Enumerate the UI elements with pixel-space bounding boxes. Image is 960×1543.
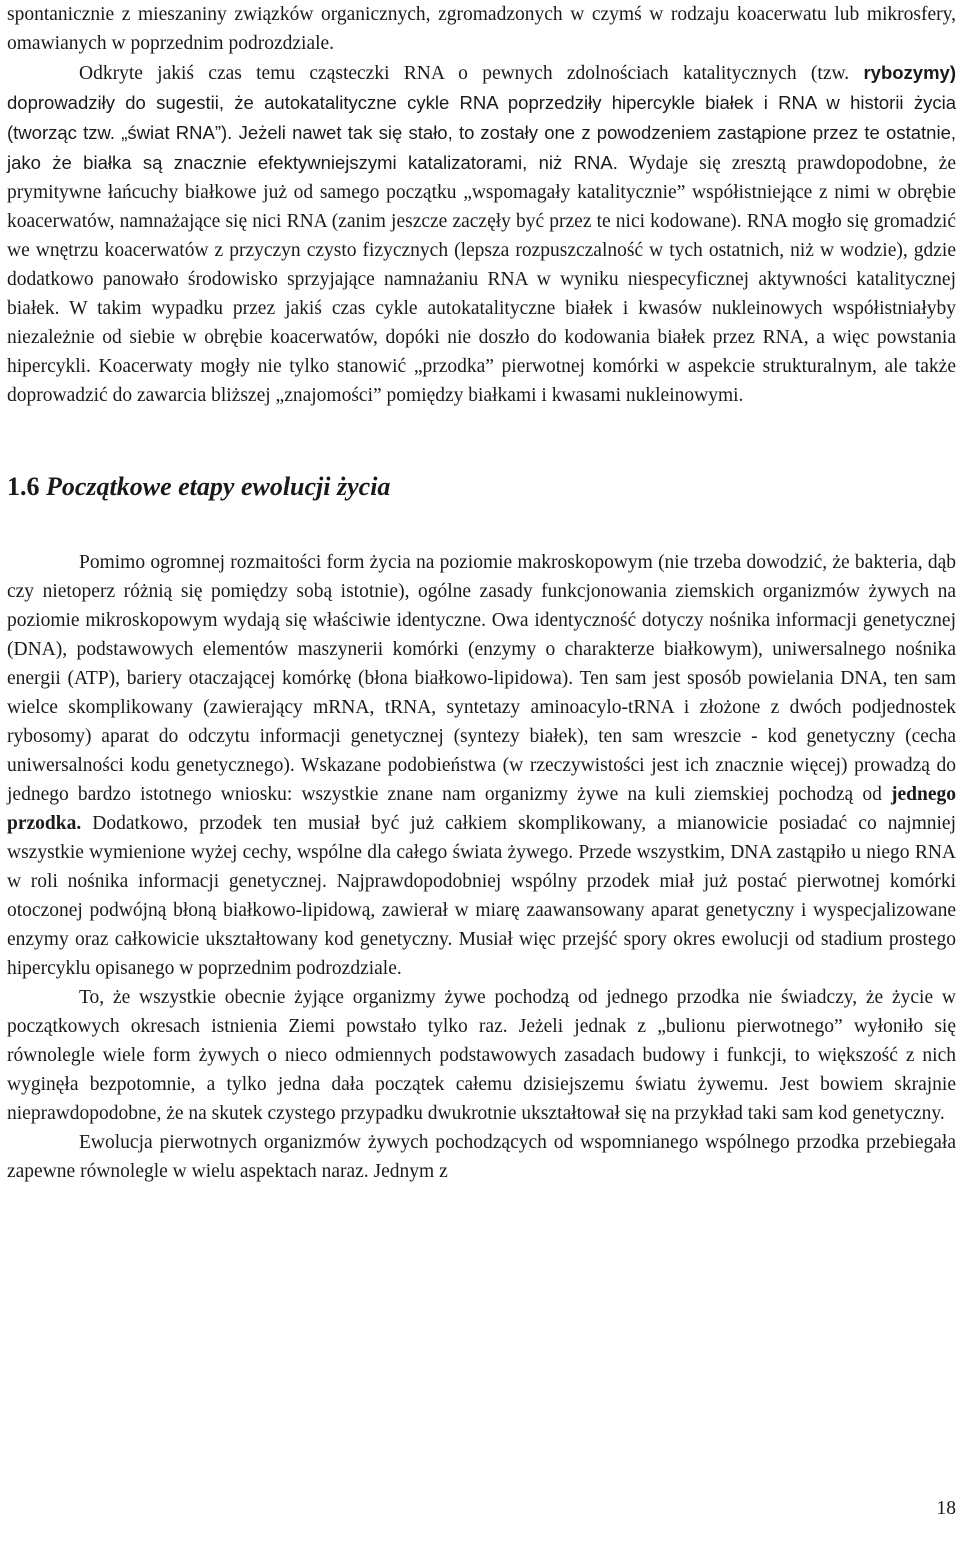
page-number: 18 — [936, 1498, 956, 1519]
text-span-sans: białek i RNA w historii życia (tworząc tzw. „świat RNA”). — [7, 92, 956, 143]
paragraph-common-ancestor — [7, 548, 956, 983]
text-span-sans: zostały one z powodzeniem zastąpione przez te ostatnie, jako że białka są znacznie — [7, 122, 956, 173]
bold-phrase: jednego przodka. — [7, 784, 956, 834]
paragraph-evolution: Ewolucja pierwotnych organizmów żywych pochodzących od wspomnianego wspólnego przodka przebiegała zapewne równolegle w wielu aspektach naraz. Jednym z — [7, 1132, 956, 1182]
section-title: Początkowe etapy ewolucji życia — [39, 472, 391, 501]
text-span: prymitywne łańcuchy białkowe już od samego początku „wspomagały katalitycznie” współistniejące z nimi w obrębie koacerwatów, namnażające się nici RNA (zanim jeszcze zaczęły być przez te nici kodowane). RNA mogło się gromadzić we wnętrzu koacerwatów z przyczyn czysto fizycznych (lepsza rozpuszczalność w tych ostatnich, niż w wodzie), gdzie dodatkowo panowało środowisko sprzyjające namnażaniu RNA w wyniku niespecyficznej aktywności katalitycznej białek. W takim wypadku przez jakiś czas cykle autokatalityczne białek i kwasów nukleinowych współistniałyby niezależnie od siebie w obrębie koacerwatów, dopóki nie doszło do kodowania białek przez RNA, a więc powstania hipercykli. Koacerwaty mogły nie tylko stanowić „przodka” pierwotnej komórki w aspekcie strukturalnym, ale także doprowadzić do zawarcia bliższej „znajomości” pomiędzy białkami i kwasami nukleinowymi. — [7, 182, 956, 406]
text-line: spontanicznie z mieszaniny związków organicznych, zgromadzonych w czymś w rodzaju — [7, 4, 730, 25]
bold-term-rybozymy: rybozymy) — [863, 62, 956, 83]
section-number: 1.6 — [7, 472, 40, 501]
section-heading — [7, 470, 956, 504]
text-span-sans: efektywniejszymi katalizatorami, niż RNA. — [257, 152, 618, 173]
text-span: Dodatkowo, przodek ten musiał być już całkiem skomplikowany, a mianowicie posiadać co najmniej wszystkie wymienione wyżej cechy, wspólne dla całego świata żywego. Przede wszystkim, DNA zastąpiło u niego RNA w roli nośnika informacji genetycznej. Najprawdopodobniej wspólny przodek miał już postać pierwotnej komórki otoczonej podwójną błoną białkowo-lipidową, zawierał w miarę zaawansowany aparat genetyczny i wyspecjalizowane enzymy oraz całkowicie ukształtowany kod genetyczny. Musiał więc przejść spory okres ewolucji od stadium prostego hipercyklu opisanego w poprzednim podrozdziale. — [7, 813, 956, 979]
text-span: Pomimo ogromnej rozmaitości form życia na poziomie makroskopowym (nie trzeba dowodzić, że bakteria, dąb czy nietoperz różnią się pomiędzy sobą istotnie), ogólne zasady funkcjonowania ziemskich organizmów żywych na poziomie mikroskopowym wydają się właściwie identyczne. Owa identyczność dotyczy nośnika informacji genetycznej (DNA), podstawowych elementów maszynerii komórki (enzymy o charakterze białkowym), uniwersalnego nośnika energii (ATP), bariery otaczającej komórkę (błona białkowo-lipidowa). Ten sam jest sposób powielania DNA, ten sam wielce skomplikowany (zawierający mRNA, tRNA, syntetazy aminoacylo-tRNA i złożone z dwóch podjednostek rybosomy) aparat do odczytu informacji genetycznej (syntezy białek), ten sam wreszcie - kod genetyczny (cecha uniwersalności kodu genetycznego). Wskazane podobieństwa (w rzeczywistości jest ich znacznie więcej) prowadzą do jednego bardzo istotnego wniosku: wszystkie znane nam organizmy żywe na kuli ziemskiej pochodzą od — [7, 552, 956, 805]
text-span: Wydaje się zresztą prawdopodobne, że — [617, 153, 956, 174]
paragraph-continued — [7, 0, 956, 58]
paragraph-single-origin: To, że wszystkie obecnie żyjące organizmy żywe pochodzą od jednego przodka nie świadczy, że życie w początkowych okresach istnienia Ziemi powstało tylko raz. Jeżeli jednak z „bulionu pierwotnego” wyłoniło się równolegle wiele form żywych o nieco odmiennych podstawowych zasadach budowy i funkcji, to większość z nich wyginęła bezpotomnie, a tylko jedna dała początek całemu dzisiejszemu światu żywemu. Jest bowiem skrajnie nieprawdopodobne, że na skutek czystego przypadku dwukrotnie ukształtował się na przykład taki sam kod genetyczny. — [7, 987, 956, 1124]
text-span-sans: doprowadziły do sugestii, że autokatalityczne cykle RNA poprzedziły hipercykle — [7, 92, 696, 113]
text-span-sans: Jeżeli nawet tak się stało, to — [232, 122, 475, 143]
text-line: Odkryte jakiś czas temu cząsteczki RNA o pewnych zdolnościach katalitycznych (tzw. — [79, 63, 850, 84]
paragraph-rna-world — [7, 58, 956, 410]
text-line: koacerwatu lub mikrosfery, omawianych w poprzednim podrozdziale. — [7, 4, 957, 54]
